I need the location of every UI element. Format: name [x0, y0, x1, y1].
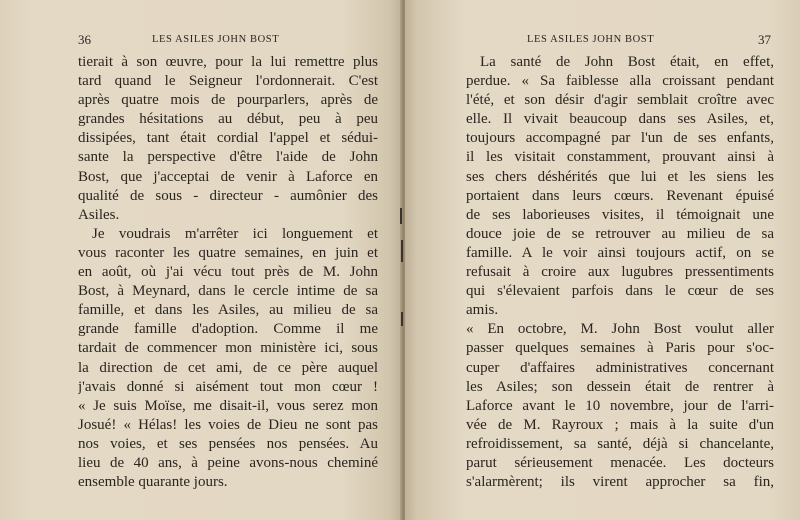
text-line: Laforce avant le 10 novembre, jour de l'arri-	[466, 397, 774, 414]
text-line: famille, et dans les Asiles, au milieu de sa	[78, 302, 378, 319]
text-line: ensemble quarante jours.	[78, 474, 228, 491]
page-number: 37	[758, 32, 771, 47]
body-text	[78, 53, 378, 492]
text-line: après quatre mois de pourparlers, après de	[78, 92, 378, 109]
text-line: nos voies, et ses pensées nos pensées. Au	[78, 435, 378, 452]
running-head-right	[469, 34, 771, 54]
binding-mark	[401, 312, 403, 326]
text-line: les Asiles; son dessein était de rentrer à	[466, 378, 774, 395]
text-line: lieu de 40 ans, à peine avons-nous cheminé	[78, 454, 378, 471]
text-line: de ses laborieuses visites, il témoignait une	[466, 206, 774, 223]
text-line: la direction de cet ami, de ce père auquel	[78, 359, 378, 376]
binding-mark	[400, 208, 402, 224]
text-line: dissipées, tant était cordial l'appel et sédui-	[78, 130, 378, 147]
right-page	[405, 0, 800, 520]
text-line: elle. Il vivait beaucoup dans ses Asiles, et,	[466, 111, 774, 128]
text-line: j'avais donné si aisément tout mon cœur !	[78, 378, 378, 395]
text-line: toujours accompagné par l'un de ses enfants,	[466, 130, 774, 147]
text-line: famille. A le voir ainsi toujours actif, on se	[466, 244, 774, 261]
text-line: l'été, et son désir d'agir semblait croître avec	[466, 92, 774, 109]
text-line: portaient dans leurs cœurs. Revenant épuisé	[466, 187, 774, 204]
text-line: perdue. « Sa faiblesse alla croissant pendant	[466, 73, 774, 90]
running-head-left	[78, 34, 380, 54]
text-line: qui s'élevaient parfois dans le cœur de ses	[466, 283, 774, 300]
body-text	[466, 53, 774, 492]
text-line: vous raconter les quatre semaines, en juin et	[78, 244, 378, 261]
text-line: « En octobre, M. John Bost voulut aller	[466, 321, 774, 338]
text-line: refroidissement, sa santé, déjà si chancelante,	[466, 435, 774, 452]
text-line: grande famille d'adoption. Comme il me	[78, 321, 378, 338]
running-head-title: LES ASILES JOHN BOST	[152, 34, 280, 45]
text-line: il les visitait constamment, prouvant ainsi à	[466, 149, 774, 166]
text-line: ses chers déshérités que lui et les siens les	[466, 168, 774, 185]
text-line: Bost, que j'acceptai de venir à Laforce en	[78, 168, 378, 185]
text-line: en août, où j'ai vécu tout près de M. John	[78, 264, 378, 281]
text-line: sante la perspective d'être l'aide de John	[78, 149, 378, 166]
text-line: parut sérieusement menacée. Les docteurs	[466, 454, 774, 471]
text-line: s'alarmèrent; ils virent approcher sa fin,	[466, 474, 774, 491]
text-line: Josué! « Hélas! les voies de Dieu ne sont pas	[78, 416, 378, 433]
text-line: Asiles.	[78, 206, 120, 223]
text-line: qualité de sous - directeur - aumônier des	[78, 187, 378, 204]
text-line: amis.	[466, 302, 499, 319]
text-line: refusait à croire aux lugubres pressentiments	[466, 264, 774, 281]
text-line: La santé de John Bost était, en effet,	[480, 54, 774, 70]
text-line: Bost, à Meynard, dans le cercle intime de sa	[78, 283, 378, 300]
text-line: passer quelques semaines à Paris pour s'oc-	[466, 340, 774, 357]
text-line: tardait de commencer mon ministère ici, sous	[78, 340, 378, 357]
binding-mark	[401, 240, 403, 262]
text-line: vée de M. Rayroux ; mais à la suite d'un	[466, 416, 774, 433]
text-line: « Je suis Moïse, me disait-il, vous serez mon	[78, 397, 378, 414]
page-number: 36	[78, 32, 91, 47]
text-line: Je voudrais m'arrêter ici longuement et	[92, 225, 378, 242]
running-head-title: LES ASILES JOHN BOST	[527, 34, 655, 45]
text-line: cuper d'affaires administratives concernant	[466, 359, 774, 376]
text-line: douce joie de se retrouver au milieu de sa	[466, 225, 774, 242]
text-line: grandes hésitations au début, peu à peu	[78, 111, 378, 128]
text-line: tierait à son œuvre, pour la lui remettre plus	[78, 54, 378, 70]
text-line: tard quand le Seigneur l'ordonnerait. C'est	[78, 73, 378, 90]
